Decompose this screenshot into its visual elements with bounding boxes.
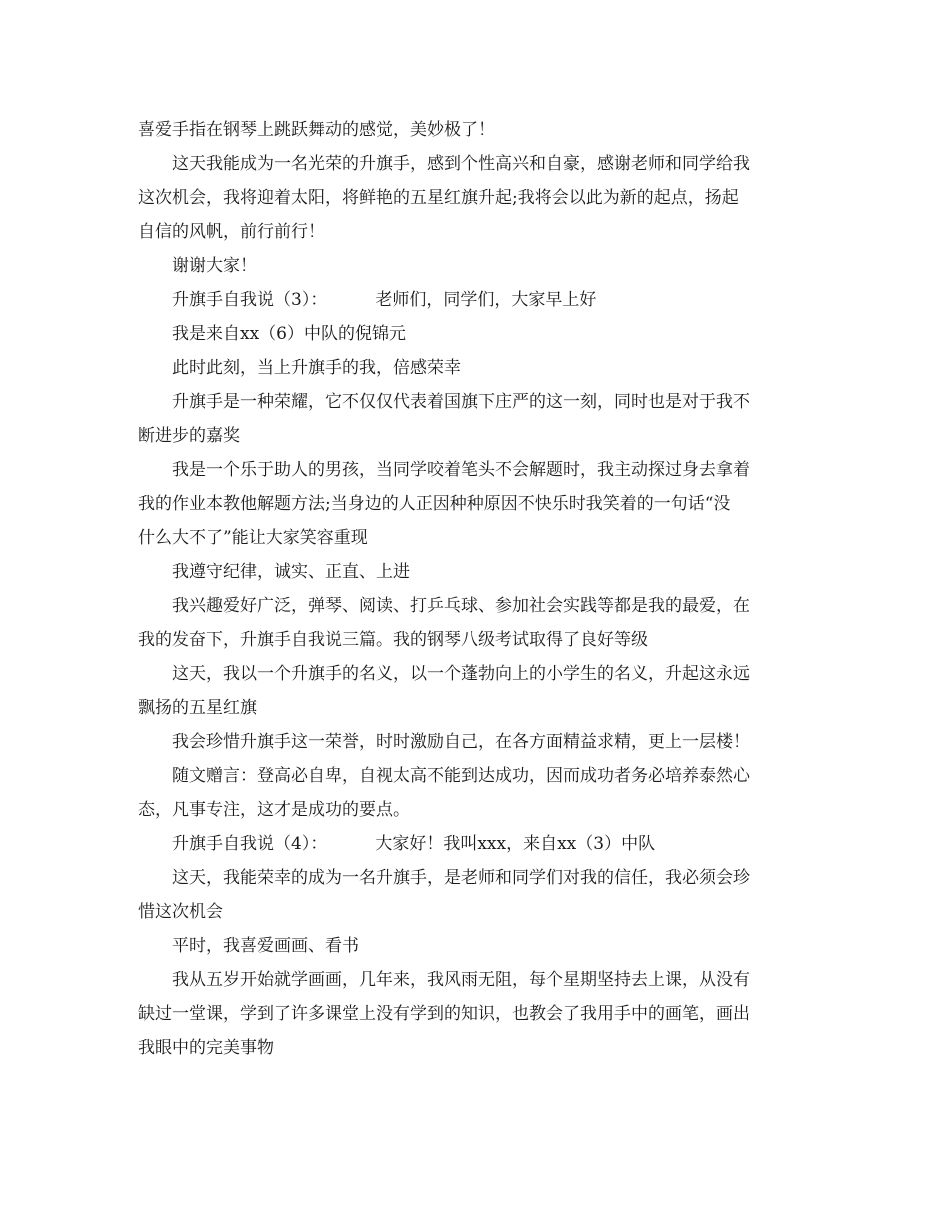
line-text: 缺过一堂课，学到了许多课堂上没有学到的知识，也教会了我用手中的画笔，画出 bbox=[138, 1004, 750, 1024]
line-text: 这天，我以一个升旗手的名义，以一个蓬勃向上的小学生的名义，升起这永远 bbox=[172, 664, 750, 684]
line-text: 升旗手自我说（3）： bbox=[172, 290, 328, 310]
paragraph-line bbox=[138, 691, 818, 725]
paragraph-line bbox=[138, 249, 818, 283]
line-text: 谢谢大家！ bbox=[172, 256, 257, 276]
line-text: 喜爱手指在钢琴上跳跃舞动的感觉，美妙极了！ bbox=[138, 120, 495, 140]
paragraph-line bbox=[138, 895, 818, 929]
line-text: 我是来自xx（6）中队的倪锦元 bbox=[172, 324, 406, 344]
paragraph-line bbox=[138, 827, 818, 861]
line-text: 我从五岁开始就学画画，几年来，我风雨无阻，每个星期坚持去上课，从没有 bbox=[172, 970, 750, 990]
paragraph-line bbox=[138, 793, 818, 827]
line-text: 惜这次机会 bbox=[138, 902, 223, 922]
paragraph-line bbox=[138, 181, 818, 215]
line-text: 我遵守纪律，诚实、正直、上进 bbox=[172, 562, 410, 582]
paragraph-line bbox=[138, 283, 818, 317]
paragraph-line bbox=[138, 521, 818, 555]
line-text: 此时此刻，当上升旗手的我，倍感荣幸 bbox=[172, 358, 461, 378]
paragraph-line bbox=[138, 419, 818, 453]
line-text: 这天我能成为一名光荣的升旗手，感到个性高兴和自豪，感谢老师和同学给我 bbox=[172, 154, 750, 174]
document-body bbox=[138, 113, 818, 1065]
paragraph-line bbox=[138, 929, 818, 963]
line-text: 我眼中的完美事物 bbox=[138, 1038, 274, 1058]
paragraph-line bbox=[138, 759, 818, 793]
paragraph-line bbox=[138, 453, 818, 487]
paragraph-line bbox=[138, 657, 818, 691]
line-text: 随文赠言：登高必自卑，自视太高不能到达成功，因而成功者务必培养泰然心 bbox=[172, 766, 750, 786]
paragraph-line bbox=[138, 861, 818, 895]
paragraph-line bbox=[138, 589, 818, 623]
paragraph-line bbox=[138, 113, 818, 147]
line-text: 平时，我喜爱画画、看书 bbox=[172, 936, 359, 956]
line-text: 什么大不了”能让大家笑容重现 bbox=[138, 528, 368, 548]
paragraph-line bbox=[138, 623, 818, 657]
line-text: 升旗手自我说（4）： bbox=[172, 834, 328, 854]
paragraph-line bbox=[138, 215, 818, 249]
line-text: 我的作业本教他解题方法;当身边的人正因种种原因不快乐时我笑着的一句话“没 bbox=[138, 494, 731, 514]
line-text: 飘扬的五星红旗 bbox=[138, 698, 257, 718]
paragraph-line bbox=[138, 385, 818, 419]
line-text: 自信的风帆，前行前行！ bbox=[138, 222, 325, 242]
paragraph-line bbox=[138, 555, 818, 589]
paragraph-line bbox=[138, 997, 818, 1031]
line-text-continued: 大家好！我叫xxx，来自xx（3）中队 bbox=[375, 834, 656, 854]
paragraph-line bbox=[138, 487, 818, 521]
paragraph-line bbox=[138, 1031, 818, 1065]
line-text: 断进步的嘉奖 bbox=[138, 426, 240, 446]
paragraph-line bbox=[138, 725, 818, 759]
line-text: 这天，我能荣幸的成为一名升旗手，是老师和同学们对我的信任，我必须会珍 bbox=[172, 868, 750, 888]
paragraph-line bbox=[138, 147, 818, 181]
line-text: 这次机会，我将迎着太阳，将鲜艳的五星红旗升起;我将会以此为新的起点，扬起 bbox=[138, 188, 739, 208]
paragraph-line bbox=[138, 351, 818, 385]
line-text: 我的发奋下，升旗手自我说三篇。我的钢琴八级考试取得了良好等级 bbox=[138, 630, 648, 650]
line-text: 我是一个乐于助人的男孩，当同学咬着笔头不会解题时，我主动探过身去拿着 bbox=[172, 460, 750, 480]
line-text-continued: 老师们，同学们，大家早上好 bbox=[375, 290, 597, 310]
line-text: 态，凡事专注，这才是成功的要点。 bbox=[138, 800, 410, 820]
line-text: 我兴趣爱好广泛，弹琴、阅读、打乒乓球、参加社会实践等都是我的最爱，在 bbox=[172, 596, 750, 616]
paragraph-line bbox=[138, 963, 818, 997]
paragraph-line bbox=[138, 317, 818, 351]
line-text: 我会珍惜升旗手这一荣誉，时时激励自己，在各方面精益求精，更上一层楼！ bbox=[172, 732, 750, 752]
line-text: 升旗手是一种荣耀，它不仅仅代表着国旗下庄严的这一刻，同时也是对于我不 bbox=[172, 392, 750, 412]
